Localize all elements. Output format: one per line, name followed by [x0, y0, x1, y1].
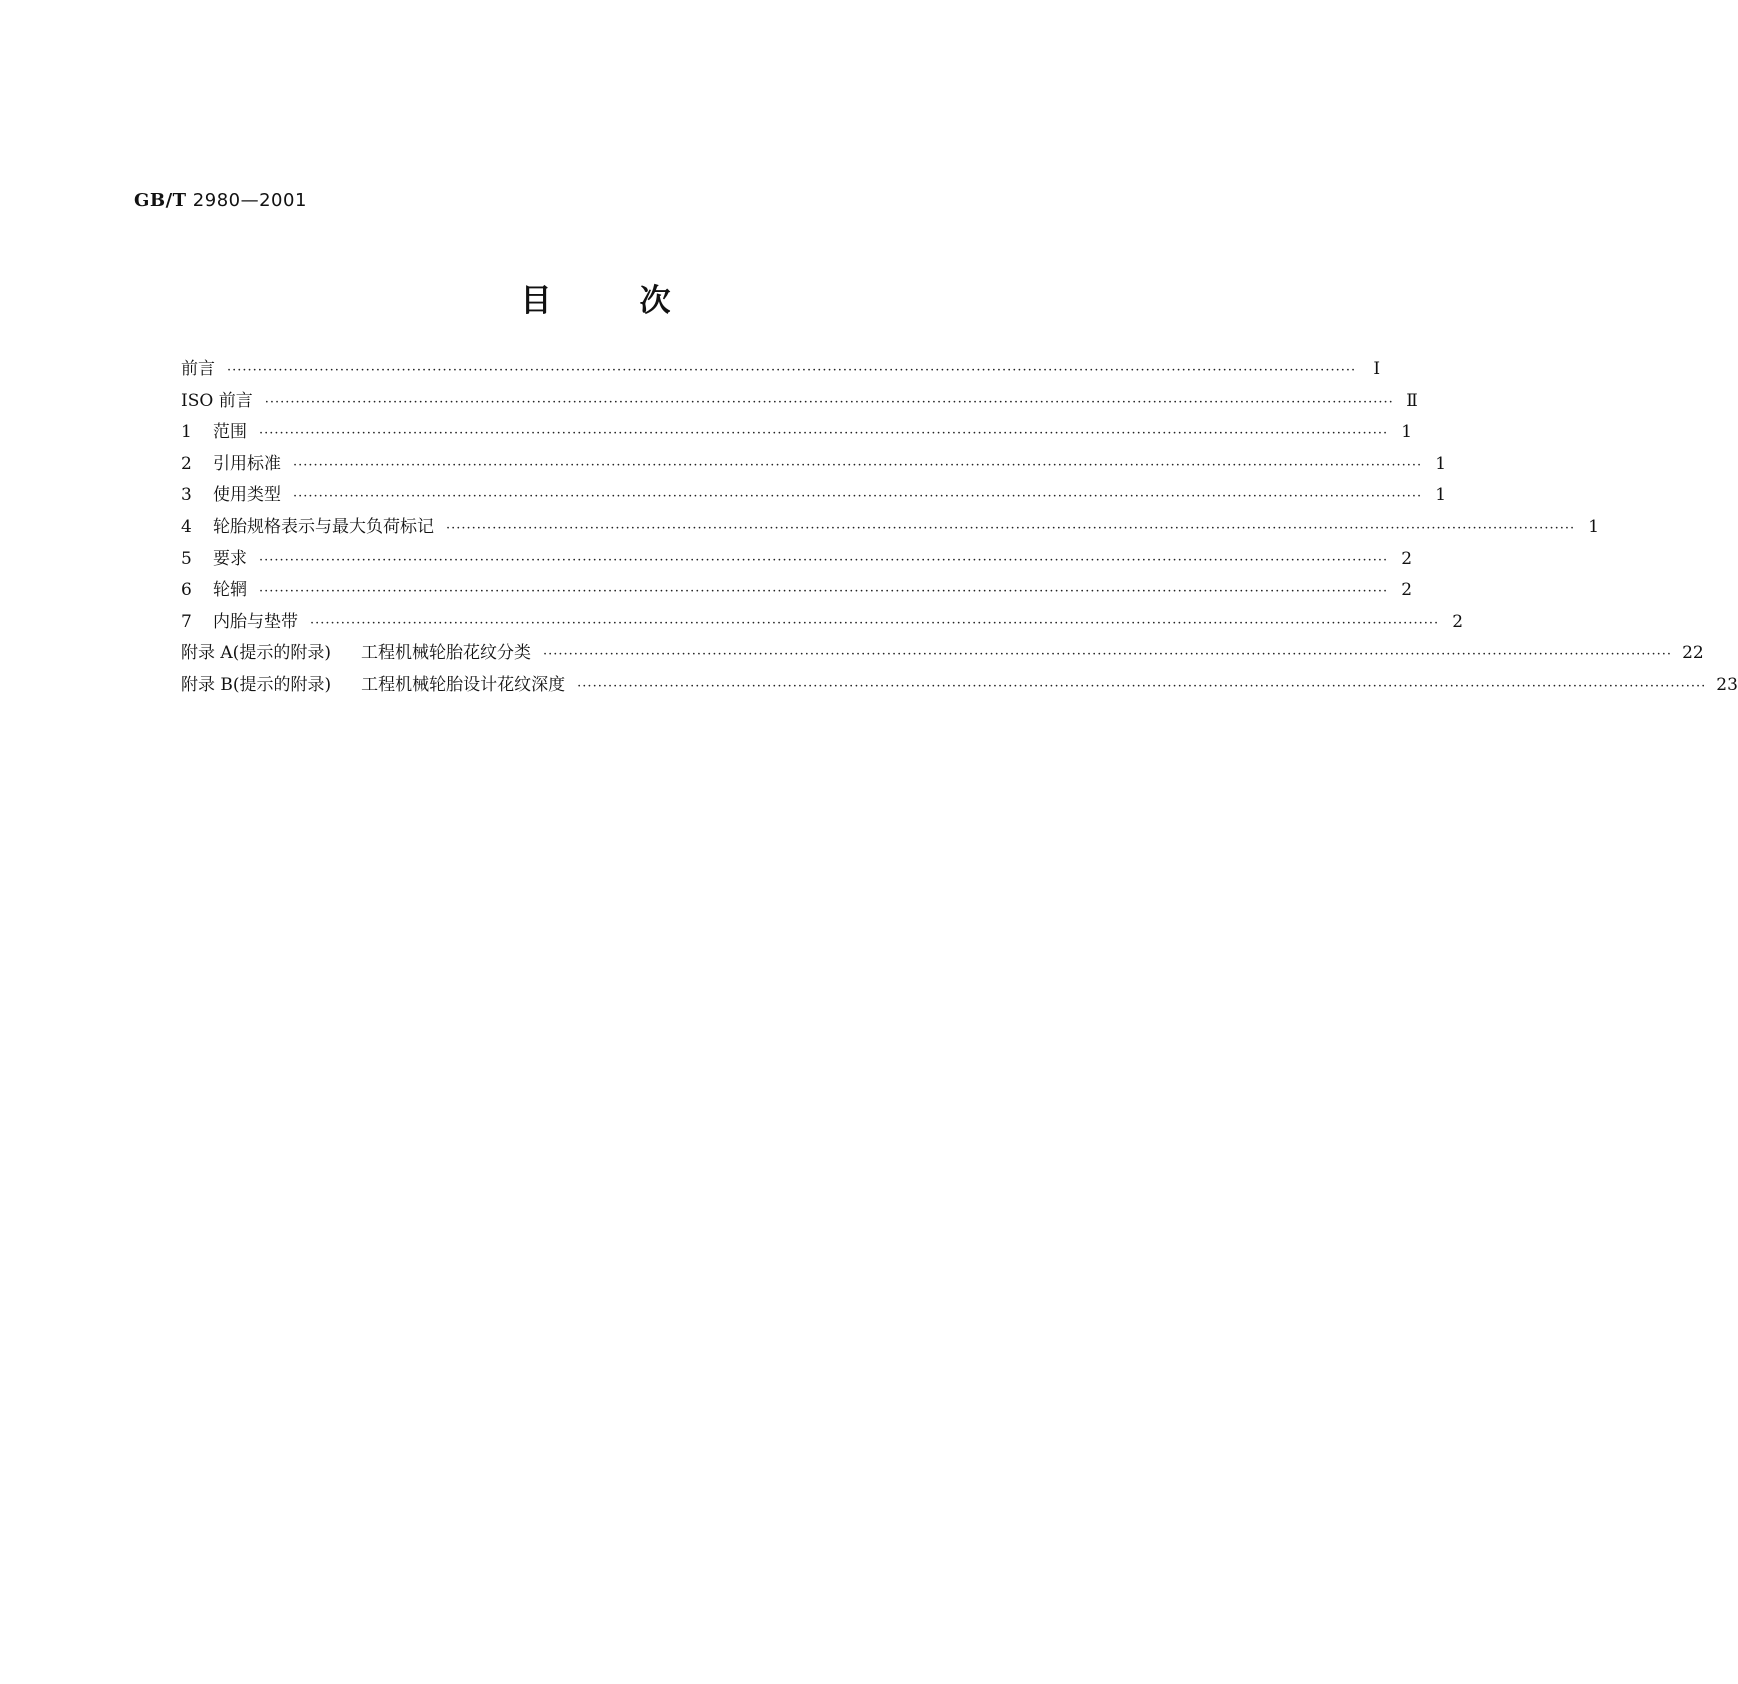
- standard-prefix: GB/T: [134, 190, 187, 211]
- toc-entry-label: [181, 449, 281, 481]
- toc-dot-leader: ····························································································································································································································: [227, 363, 1357, 378]
- toc-entry-text: 使用类型: [213, 485, 281, 506]
- toc-entry[interactable]: [181, 417, 1413, 449]
- toc-entry[interactable]: [181, 544, 1413, 576]
- toc-entry-text: 引用标准: [213, 453, 281, 474]
- toc-entry-page: 1: [1435, 453, 1447, 474]
- toc-entry-subtitle: 工程机械轮胎花纹分类: [360, 643, 531, 664]
- toc-entry[interactable]: [181, 449, 1447, 481]
- toc-entry[interactable]: [181, 512, 1600, 544]
- toc-dot-leader: ····························································································································································································································: [542, 647, 1673, 663]
- toc-entry-text: 范围: [213, 422, 247, 443]
- toc-entry[interactable]: [181, 670, 1738, 702]
- toc-dot-leader: ····························································································································································································································: [577, 678, 1707, 694]
- toc-entry[interactable]: [181, 575, 1413, 607]
- standard-code: [134, 190, 307, 211]
- toc-dot-leader: ····························································································································································································································: [259, 584, 1389, 600]
- toc-dot-leader: ····························································································································································································································: [446, 520, 1576, 536]
- toc-entry-text: 附录 B(提示的附录): [181, 674, 332, 695]
- toc-entry-page: Ⅰ: [1373, 359, 1381, 379]
- toc-entry-number: 1: [181, 422, 192, 443]
- toc-entry-label: [181, 417, 247, 449]
- toc-dot-leader: ····························································································································································································································: [293, 457, 1423, 473]
- toc-entry-label: [181, 544, 247, 576]
- toc-entry-page: 1: [1588, 516, 1600, 537]
- toc-entry-page: 23: [1716, 674, 1738, 695]
- toc-title: 目次: [520, 283, 759, 319]
- toc-dot-leader: ····························································································································································································································: [264, 394, 1394, 410]
- toc-entry-page: 1: [1435, 485, 1447, 506]
- toc-entry-text: 轮辋: [213, 580, 247, 601]
- toc-entry-label: [181, 638, 531, 670]
- toc-entry[interactable]: [181, 386, 1418, 418]
- toc-entry-number: 2: [181, 453, 192, 474]
- toc-entry-number: 6: [181, 580, 192, 601]
- toc-entry-page: 22: [1682, 643, 1704, 664]
- toc-entry-text: 轮胎规格表示与最大负荷标记: [213, 516, 434, 537]
- toc-entry-number: 7: [181, 611, 192, 632]
- toc-entry-text: 要求: [213, 548, 247, 569]
- toc-entry-text: 内胎与垫带: [213, 611, 298, 632]
- toc-entry-text: ISO 前言: [181, 390, 253, 411]
- toc-entry-page: 1: [1401, 422, 1413, 443]
- toc-entry[interactable]: [181, 607, 1464, 639]
- toc-entry[interactable]: [181, 638, 1704, 670]
- toc-entry-page: 2: [1401, 580, 1413, 601]
- toc-entry-page: Ⅱ: [1406, 390, 1418, 411]
- toc-entry[interactable]: [181, 480, 1447, 512]
- toc-dot-leader: ····························································································································································································································: [259, 426, 1389, 442]
- table-of-contents: [181, 354, 1738, 702]
- toc-dot-leader: ····························································································································································································································: [259, 552, 1389, 568]
- toc-entry[interactable]: [181, 354, 1381, 386]
- toc-entry-number: 5: [181, 548, 192, 569]
- toc-dot-leader: ····························································································································································································································: [310, 615, 1440, 631]
- toc-entry-label: [181, 575, 247, 607]
- toc-entry-text: 前言: [181, 359, 215, 379]
- toc-entry-number: 4: [181, 516, 192, 537]
- toc-entry-label: [181, 480, 281, 512]
- standard-number: 2980—2001: [192, 190, 307, 211]
- toc-entry-label: [181, 512, 434, 544]
- toc-dot-leader: ····························································································································································································································: [293, 489, 1423, 505]
- toc-entry-page: 2: [1452, 611, 1464, 632]
- toc-entry-text: 附录 A(提示的附录): [181, 643, 331, 664]
- toc-entry-label: [181, 607, 298, 639]
- toc-entry-label: [181, 386, 253, 418]
- toc-entry-page: 2: [1401, 548, 1413, 569]
- toc-entry-number: 3: [181, 485, 192, 506]
- toc-entry-subtitle: 工程机械轮胎设计花纹深度: [361, 674, 566, 695]
- toc-entry-label: [181, 354, 215, 386]
- toc-entry-label: [181, 670, 565, 702]
